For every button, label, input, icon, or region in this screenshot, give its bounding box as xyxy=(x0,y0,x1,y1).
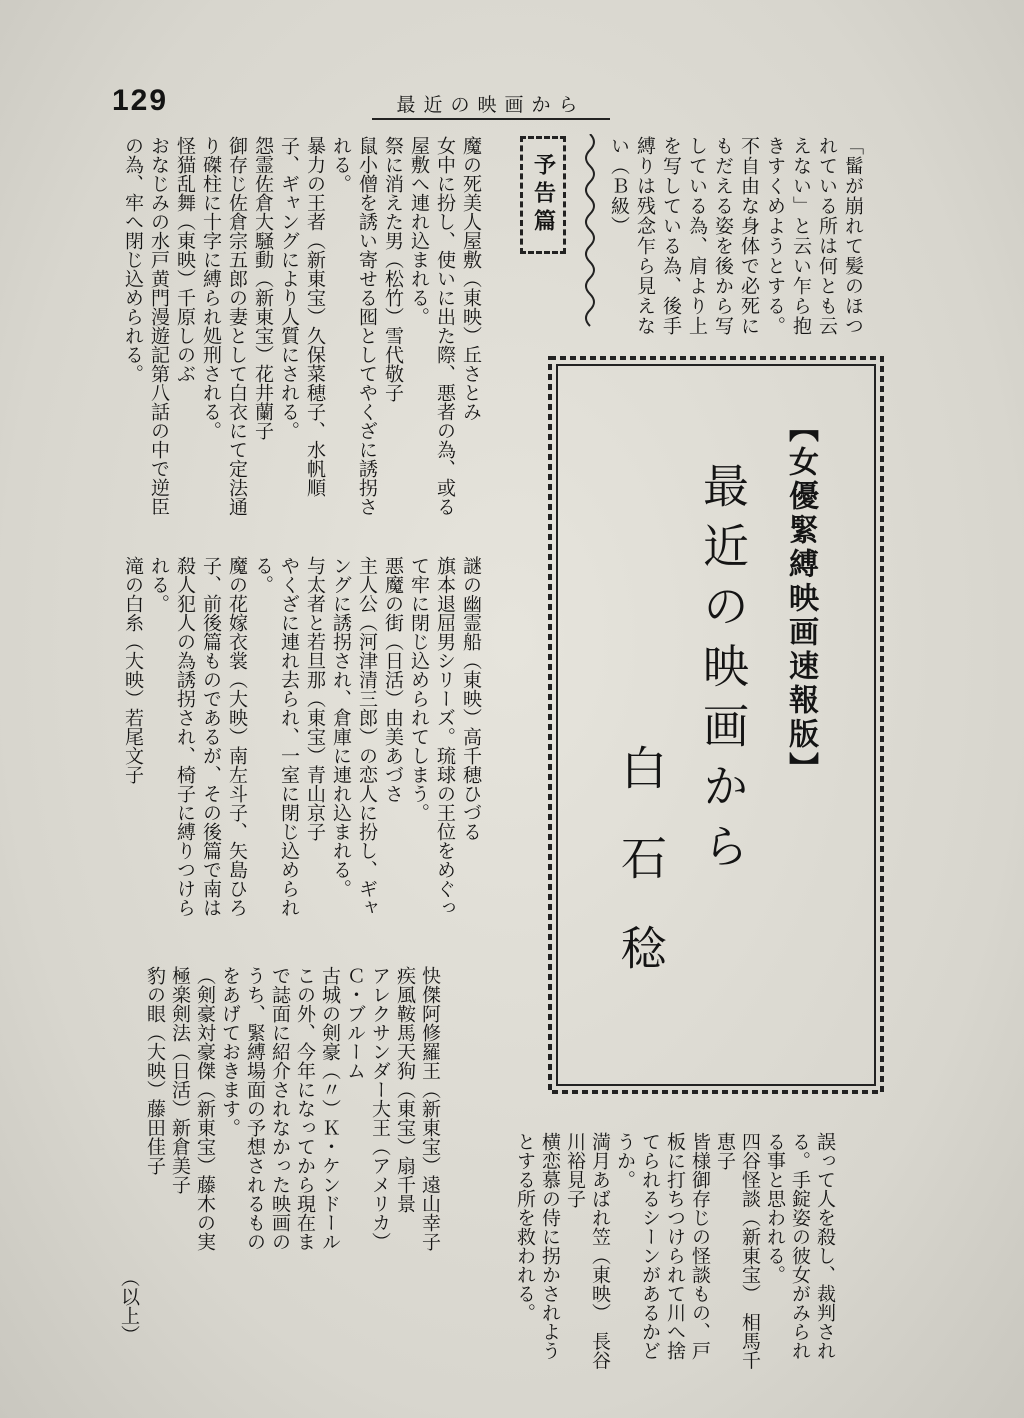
section-label-box xyxy=(520,136,566,254)
text-block-bottom-right: 誤って人を殺し、裁判される。手錠姿の彼女がみられる事と思われる。 四谷怪談（新東宝） 相馬千恵子 皆様御存じの怪談もの、戸板に打ちつけられて川へ捨てられるシーンがあるかどうか。 満月あばれ笠（東映） 長谷川裕見子 横恋慕の侍に拐かされようとする所を救われる。 xyxy=(514,1132,836,1370)
text-block-lower-left: 謎の幽霊船（東映）高千穂ひづる 旗本退屈男シリーズ。琉球の王位をめぐって牢に閉じ込められてしまう。 悪魔の街（日活）由美あづさ 主人公（河津清三郎）の恋人に扮し、ギャングに誘拐され、倉庫に連れ込まれる。 与太者と若旦那（東宝）青山京子 やくざに連れ去られ、一室に閉じ込められる。 魔の花嫁衣裳（大映）南左斗子、矢島ひろ子、前後篇ものであるが、その後篇で南は殺人犯人の為誘拐され、椅子に縛りつけられる。 滝の白糸（大映）若尾文子 xyxy=(122,556,482,917)
wavy-divider xyxy=(578,134,602,330)
text-block-top-right: 「髷が崩れて髪のほつれている所は何とも云えない」と云い乍ら抱きすくめようとする。不自由な身体で必死にもだえる姿を後から写している為、肩より上を写している為、後手縛りは残念乍ら見えない（Ｂ級） xyxy=(608,136,864,336)
text-block-upper-left: 魔の死美人屋敷（東映）丘さとみ 女中に扮し、使いに出た際、悪者の為、或る屋敷へ連れ込まれる。 祭に消えた男（松竹）雪代敬子 鼠小僧を誘い寄せる囮としてやくざに誘拐される。 暴力の王者（新東宝）久保菜穂子、水帆順子、ギャングにより人質にされる。 怨霊佐倉大騒動（新東宝）花井蘭子 御存じ佐倉宗五郎の妻として白衣にて定法通り磔柱に十字に縛られ処刑される。 怪猫乱舞（東映）千原しのぶ おなじみの水戸黄門漫遊記第八話の中で逆臣の為、牢へ閉じ込められる。 xyxy=(122,136,482,516)
closing-mark: （以上） xyxy=(118,1268,140,1344)
page-number: 129 xyxy=(112,84,169,117)
author-name: 白石稔 xyxy=(614,744,668,1014)
article-title: 最近の映画から xyxy=(696,462,750,882)
section-label: 予告篇 xyxy=(530,153,556,237)
text-block-bottom-mid: 快傑阿修羅王（新東宝）遠山幸子 疾風鞍馬天狗（東宝）扇千景 アレクサンダー大王（アメリカ）Ｃ・ブルーム 古城の剣豪（〃）Ｋ・ケンドール この外、今年になってから現在まで誌面に紹介されなかった映画のうち、緊縛場面の予想されるものをあげておきます。 （剣豪対豪傑（新東宝）藤木の実 極楽剣法（日活）新倉美子 豹の眼（大映）藤田佳子 xyxy=(144,966,441,1251)
category-label: 【女優緊縛映画速報版】 xyxy=(783,412,818,786)
running-header: 最近の映画から xyxy=(372,90,610,120)
